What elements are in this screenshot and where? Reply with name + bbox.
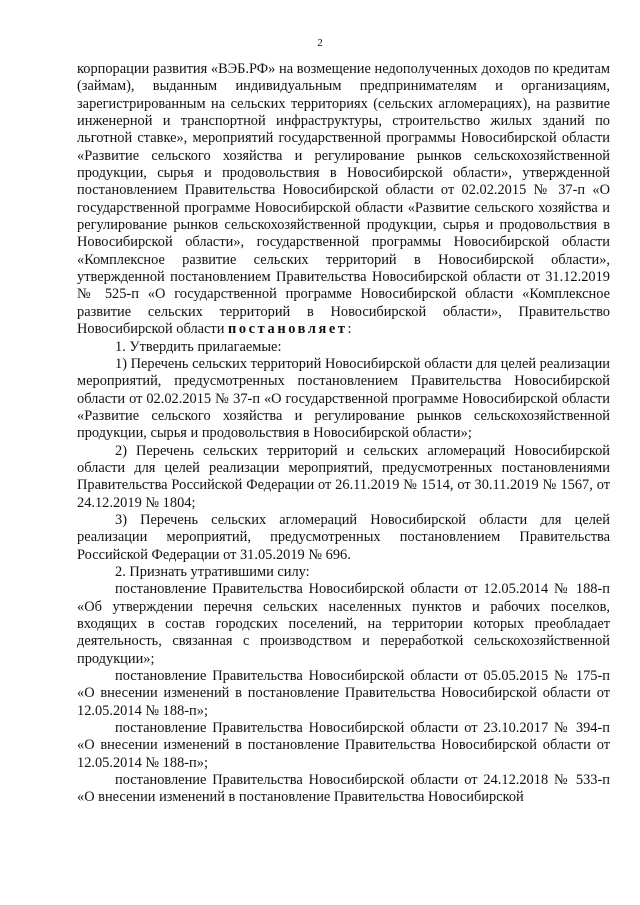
paragraph-repeal-533: постановление Правительства Новосибирской области от 24.12.2018 № 533-п «О внесении изменений в постановление Правительства Новосибирской	[77, 772, 610, 806]
document-body	[77, 61, 610, 807]
intro-text: корпорации развития «ВЭБ.РФ» на возмещение недополученных доходов по кредитам (займам), выданным индивидуальным предпринимателям и организациям, зарегистрированным на сельских территориях (сельских агломерациях), на развитие инженерной и транспортной инфраструктуры, строительство жилых зданий по льготной ставке», мероприятий государственной программы Новосибирской области «Развитие сельского хозяйства и регулирование рынков сельскохозяйственной продукции, сырья и продовольствия в Новосибирской области», утвержденной постановлением Правительства Новосибирской области от 02.02.2015 № 37-п «О государственной программе Новосибирской области «Развитие сельского хозяйства и регулирование рынков сельскохозяйственной продукции, сырья и продовольствия в Новосибирской области», государственной программы Новосибирской области «Комплексное развитие сельских территорий в Новосибирской области», утвержденной постановлением Правительства Новосибирской области от 31.12.2019 № 525-п «О государственной программе Новосибирской области «Комплексное развитие сельских территорий в Новосибирской области», Правительство Новосибирской области	[77, 61, 610, 338]
paragraph-repeal: 2. Признать утратившими силу:	[115, 563, 310, 580]
intro-paragraph	[77, 61, 610, 339]
intro-keyword: постановляет	[228, 321, 348, 338]
paragraph-item-2: 2) Перечень сельских территорий и сельских агломераций Новосибирской области для целей реализации мероприятий, предусмотренных постановлениями Правительства Российской Федерации от 26.11.2019 № 1514, от 30.11.2019 № 1567, от 24.12.2019 № 1804;	[77, 442, 610, 511]
paragraph-repeal-175: постановление Правительства Новосибирской области от 05.05.2015 № 175-п «О внесении изменений в постановление Правительства Новосибирской области от 12.05.2014 № 188-п»;	[77, 668, 610, 719]
paragraph-item-3: 3) Перечень сельских агломераций Новосибирской области для целей реализации мероприятий, предусмотренных постановлением Правительства Российской Федерации от 31.05.2019 № 696.	[77, 511, 610, 563]
page-number: 2	[317, 37, 323, 49]
paragraph-repeal-394: постановление Правительства Новосибирской области от 23.10.2017 № 394-п «О внесении изменений в постановление Правительства Новосибирской области от 12.05.2014 № 188-п»;	[77, 720, 610, 771]
intro-end: :	[347, 321, 352, 338]
paragraph-item-1: 1) Перечень сельских территорий Новосибирской области для целей реализации мероприятий, предусмотренных постановлением Правительства Новосибирской области от 02.02.2015 № 37-п «О государственной программе Новосибирской области «Развитие сельского хозяйства и регулирование рынков сельскохозяйственной продукции, сырья и продовольствия в Новосибирской области»;	[77, 355, 610, 442]
paragraph-repeal-188: постановление Правительства Новосибирской области от 12.05.2014 № 188-п «Об утверждении перечня сельских населенных пунктов и рабочих поселков, входящих в состав городских поселений, на территории которых преобладает деятельность, связанная с производством и переработкой сельскохозяйственной продукции»;	[77, 581, 610, 667]
paragraph-approve: 1. Утвердить прилагаемые:	[115, 338, 282, 355]
